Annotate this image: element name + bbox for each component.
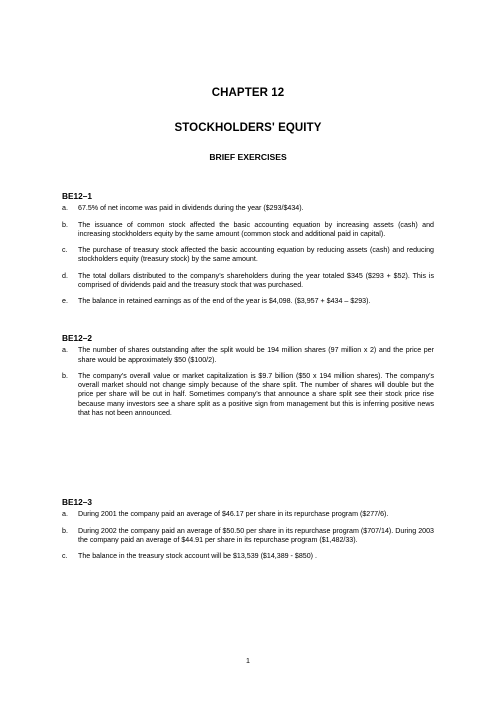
item-label: e. (62, 297, 68, 306)
item-label: d. (62, 271, 68, 280)
exercise-be12-2 (62, 334, 434, 418)
list-item (62, 552, 434, 561)
list-item (62, 527, 434, 546)
exercise-heading: BE12–1 (62, 191, 92, 201)
item-label: a. (62, 510, 68, 519)
item-label: a. (62, 346, 68, 355)
item-label: b. (62, 371, 68, 380)
item-text: During 2002 the company paid an average of $50.50 per share in its repurchase program ($707/14). During 2003 the company paid an average of $44.91 per share in its repurchase program ($1,482/33). (78, 526, 434, 544)
item-text: The issuance of common stock affected the basic accounting equation by increasing assets (cash) and increasing stockholders equity by the same amount (common stock and additional paid in capital). (78, 220, 434, 238)
list-item (62, 221, 434, 240)
exercise-be12-3 (62, 498, 434, 561)
item-text: The number of shares outstanding after the split would be 194 million shares (97 million x 2) and the price per share would be approximately $50 ($100/2). (78, 346, 434, 364)
item-label: b. (62, 220, 68, 229)
list-item (62, 372, 434, 418)
item-text: The company’s overall value or market capitalization is $9.7 billion ($50 x 194 million shares). The company’s overall market should not change simply because of the share split. The number of shares will double but the price per share will be cut in half. Sometimes company’s that announce a share split see their stock price rise because many investors see a share split as a positive sign from management but this is inferring positive news that has not been announced. (78, 371, 434, 418)
item-text: The purchase of treasury stock affected the basic accounting equation by reducing assets (cash) and reducing stockholders equity (treasury stock) by the same amount. (78, 246, 434, 264)
item-label: c. (62, 552, 68, 561)
section-title: BRIEF EXERCISES (209, 152, 287, 162)
item-label: c. (62, 246, 68, 255)
exercise-be12-1 (62, 192, 434, 307)
chapter-title: CHAPTER 12 (211, 87, 285, 99)
list-item (62, 246, 434, 265)
page-number: 1 (246, 657, 250, 665)
list-item (62, 510, 434, 519)
exercise-heading: BE12–2 (62, 333, 92, 343)
list-item (62, 272, 434, 291)
list-item (62, 346, 434, 365)
list-item (62, 297, 434, 306)
item-text: The balance in retained earnings as of the end of the year is $4,098. ($3,957 + $434 – $293). (78, 297, 371, 306)
item-text: During 2001 the company paid an average of $46.17 per share in its repurchase program ($277/6). (78, 510, 389, 519)
exercise-heading: BE12–3 (62, 497, 92, 507)
item-label: a. (62, 204, 68, 213)
list-item (62, 204, 434, 213)
item-text: The total dollars distributed to the company’s shareholders during the year totaled $345 ($293 + $52). This is comprised of dividends paid and the treasury stock that was purchased. (78, 271, 434, 290)
item-text: The balance in the treasury stock account will be $13,539 ($14,389 - $850) . (78, 552, 317, 561)
item-text: 67.5% of net income was paid in dividends during the year ($293/$434). (78, 204, 304, 213)
item-label: b. (62, 526, 68, 535)
chapter-subject: STOCKHOLDERS' EQUITY (174, 122, 322, 134)
